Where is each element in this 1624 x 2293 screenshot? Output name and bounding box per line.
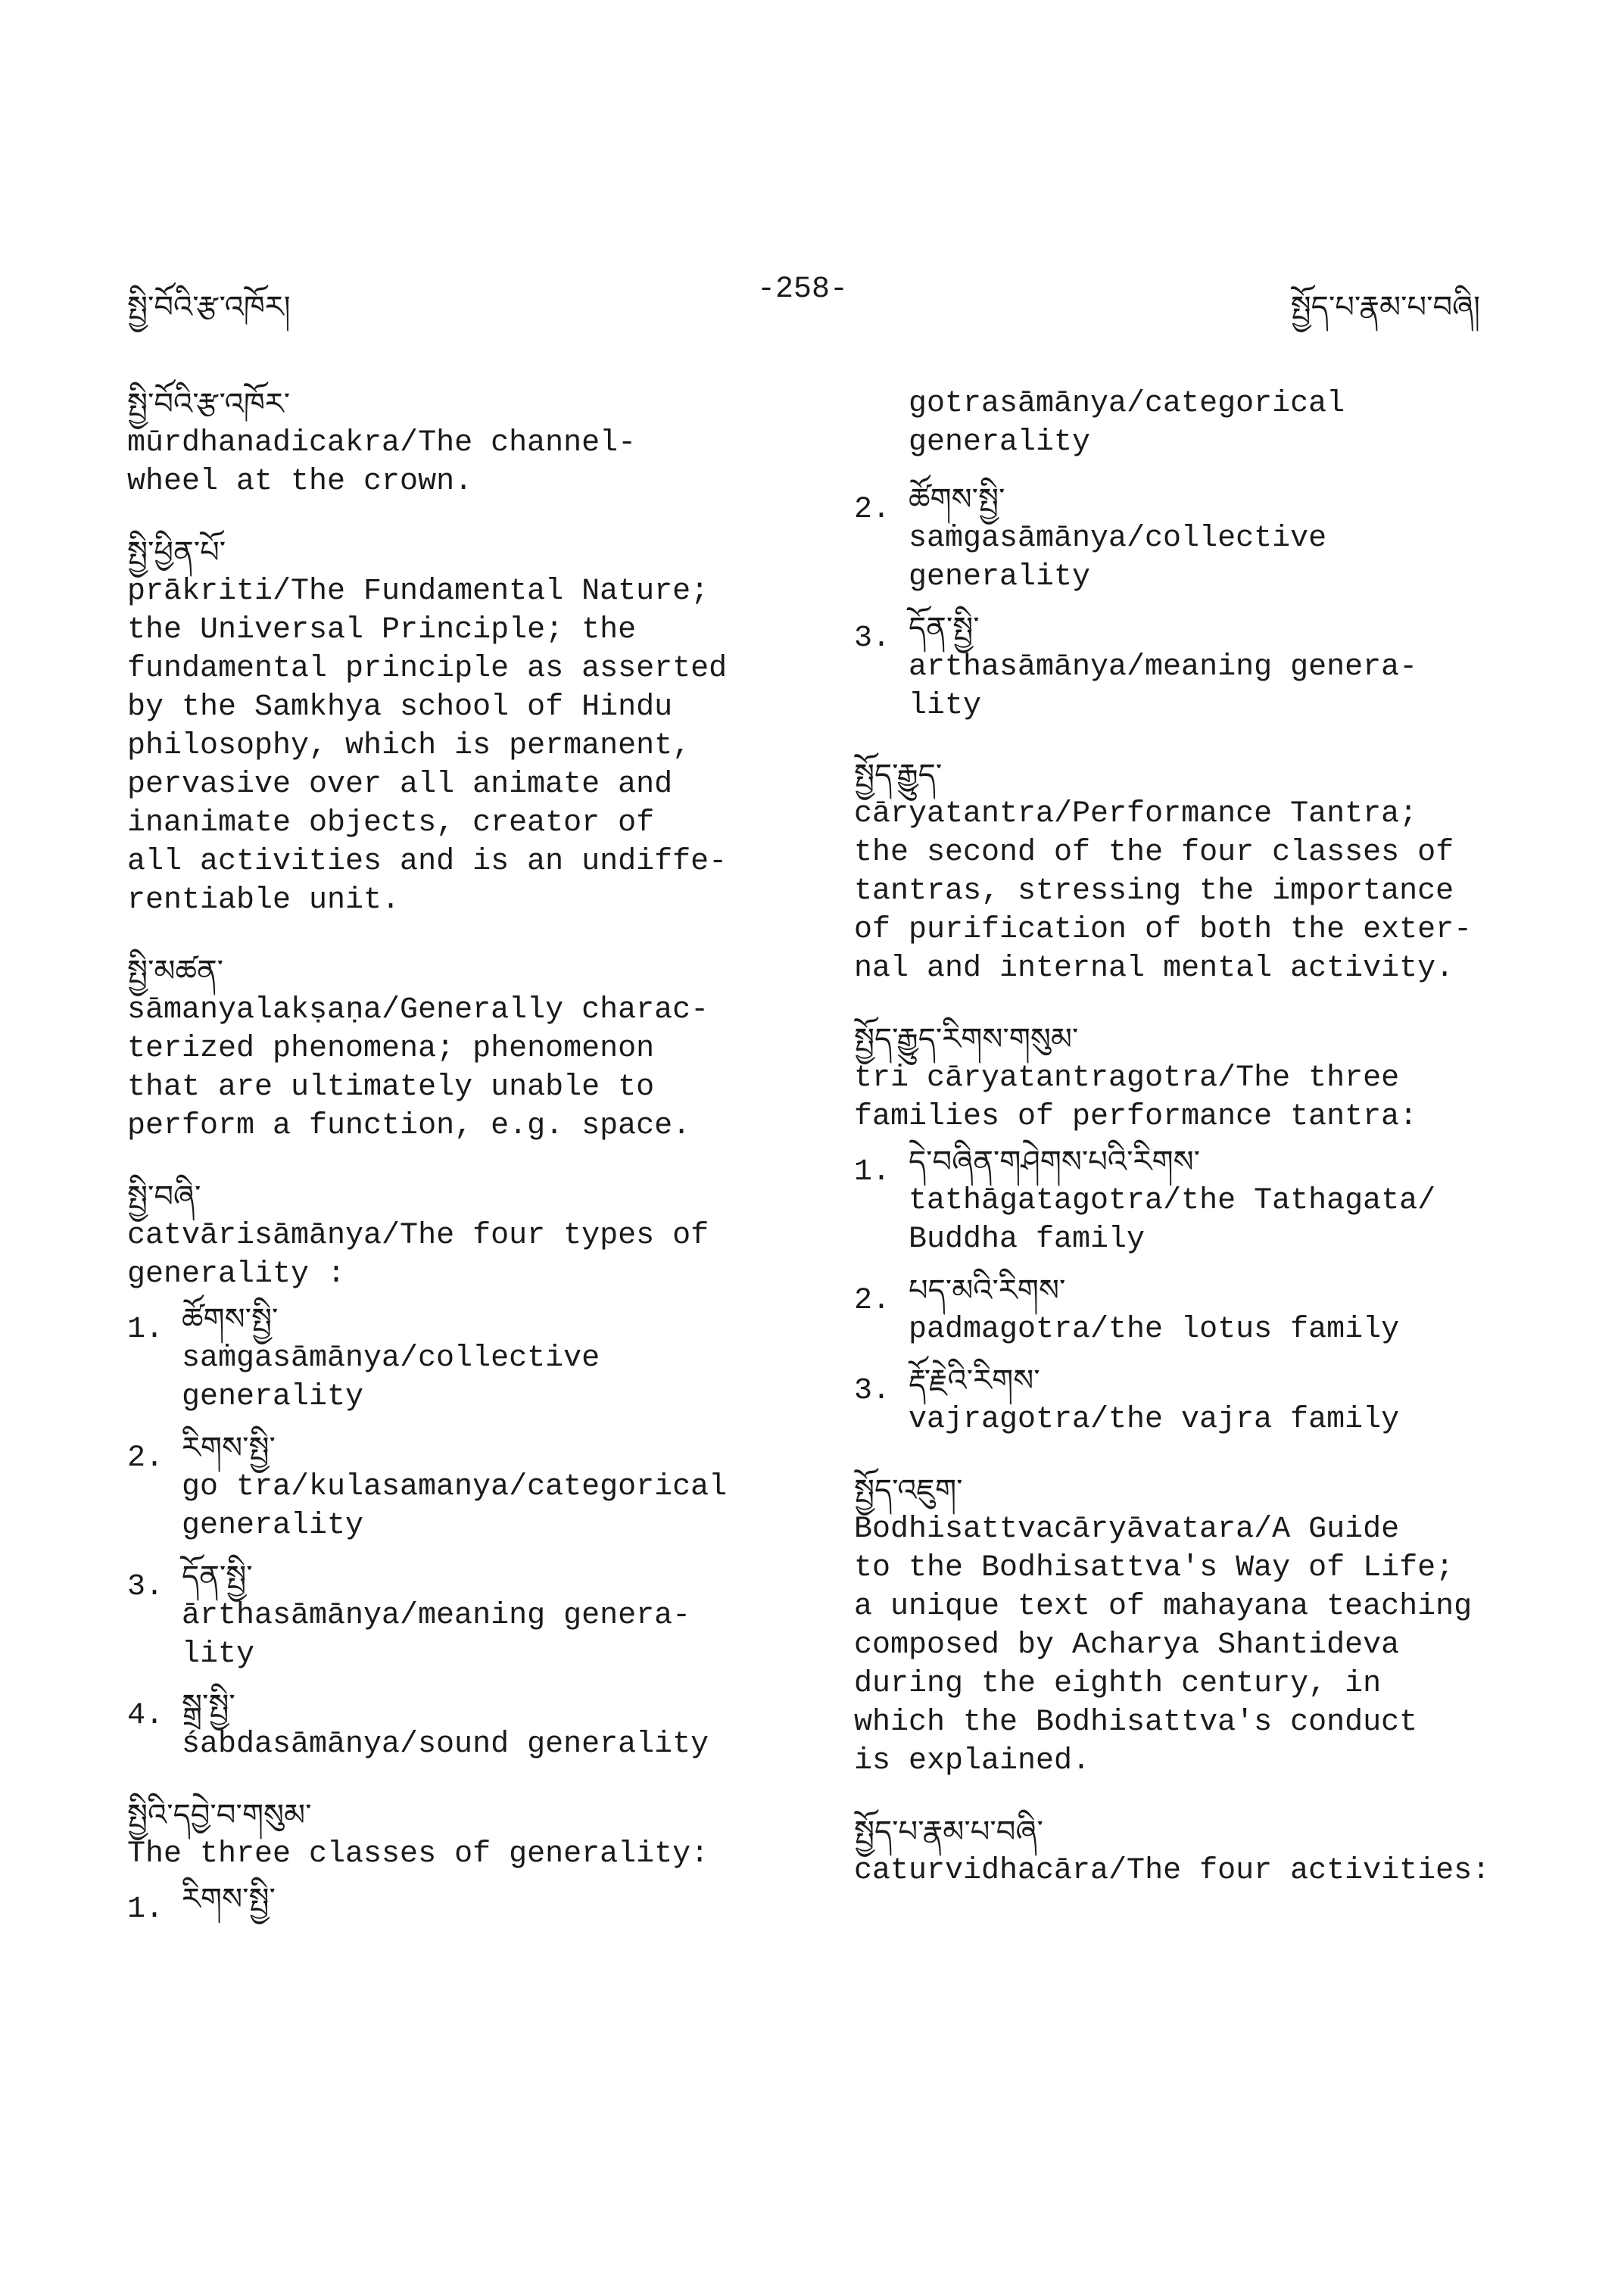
list-number: 1. — [127, 1313, 164, 1347]
definition-text: sāmanyalakṣaṇa/Generally charac- terized phenomena; phenomenon that are ultimately unable to perform a function, e.g. space. — [127, 993, 709, 1143]
list-item — [127, 1428, 793, 1545]
tibetan-term: དོན་སྤྱི་ — [182, 1559, 253, 1594]
term-translation: ārthasāmānya/meaning genera- lity — [182, 1599, 691, 1671]
page-number: -258- — [757, 273, 849, 307]
list-item-body — [909, 1361, 1520, 1439]
definition-text: cāryatantra/Performance Tantra; the second of the four classes of tantras, stressing the importance of purification of both the exter- nal and internal mental activity. — [854, 797, 1473, 986]
tibetan-headword: སྤྱོད་རྒྱུད་ — [854, 758, 943, 793]
term-translation: śabdasāmānya/sound generality — [182, 1728, 709, 1762]
list-number: 2. — [127, 1441, 164, 1475]
definition-text: Bodhisattvacāryāvatara/A Guide to the Bodhisattva's Way of Life; a unique text of mahayana teaching composed by Acharya Shantideva during the eighth century, in which the Bodhisattva's conduct is explained. — [854, 1513, 1473, 1778]
list-item — [127, 1880, 793, 1929]
running-header-right: སྤྱོད་པ་རྣམ་པ་བཞི། — [1290, 290, 1480, 325]
numbered-list — [854, 1142, 1520, 1439]
definition-text: The three classes of generality: — [127, 1837, 709, 1871]
tibetan-headword: སྤྱི་བཞི་ — [127, 1179, 201, 1214]
tibetan-headword: སྤྱི་མཚན་ — [127, 954, 224, 989]
list-item — [127, 1557, 793, 1674]
tibetan-headword: སྤྱི་ཕྱིན་པོ་ — [127, 535, 226, 570]
list-item-body — [182, 1880, 793, 1929]
list-number: 3. — [854, 1374, 891, 1408]
tibetan-term: པད་མའི་རིགས་ — [909, 1273, 1066, 1308]
glossary-entry — [854, 1020, 1520, 1439]
term-translation: arthasāmānya/meaning genera- lity — [909, 650, 1418, 723]
list-item — [854, 609, 1520, 725]
term-translation: padmagotra/the lotus family — [909, 1313, 1400, 1347]
definition-text: caturvidhacāra/The four activities: — [854, 1854, 1491, 1888]
glossary-entry — [127, 533, 793, 920]
list-item-body — [182, 1557, 793, 1674]
list-item — [127, 1686, 793, 1764]
glossary-entry — [854, 1471, 1520, 1781]
term-translation: go tra/kulasamanya/categorical generality — [182, 1470, 728, 1543]
definition-text: tri cāryatantragotra/The three families of performance tantra: — [854, 1061, 1418, 1134]
numbered-list — [854, 480, 1520, 725]
tibetan-term: ཚོགས་སྤྱི་ — [182, 1302, 279, 1337]
numbered-list — [127, 1880, 793, 1929]
term-translation: vajragotra/the vajra family — [909, 1403, 1400, 1437]
definition-text: catvārisāmānya/The four types of generality : — [127, 1219, 709, 1291]
tibetan-term: སྒྲ་སྤྱི་ — [182, 1688, 235, 1723]
glossary-entry — [127, 1177, 793, 1764]
tibetan-term: རིགས་སྤྱི་ — [182, 1431, 276, 1466]
definition-text: mūrdhanadicakra/The channel- wheel at the crown. — [127, 426, 637, 499]
list-item-body — [909, 1142, 1520, 1259]
list-number: 4. — [127, 1699, 164, 1733]
definition-text: prākriti/The Fundamental Nature; the Universal Principle; the fundamental principle as asserted by the Samkhya school of Hindu philosophy, which is permanent, pervasive over all animate and inanimate objects, creator of all activities and is an undiffe- rentiable unit. — [127, 575, 728, 918]
list-item — [854, 1271, 1520, 1349]
tibetan-term: ཚོགས་སྤྱི་ — [909, 482, 1005, 517]
continued-definition: gotrasāmānya/categorical generality — [909, 387, 1345, 460]
list-item-body — [909, 480, 1520, 597]
list-number: 2. — [854, 493, 891, 527]
list-number: 3. — [854, 622, 891, 656]
left-column — [127, 385, 793, 1961]
tibetan-headword: སྤྱིའི་དབྱེ་བ་གསུམ་ — [127, 1798, 312, 1833]
tibetan-headword: སྤྱོད་པ་རྣམ་པ་བཞི་ — [854, 1815, 1043, 1849]
numbered-list — [127, 1300, 793, 1764]
entry-continuation — [854, 385, 1520, 725]
tibetan-headword: སྤྱོད་རྒྱུད་རིགས་གསུམ་ — [854, 1022, 1079, 1057]
term-translation: saṁgasāmānya/collective generality — [182, 1341, 600, 1414]
list-number: 3. — [127, 1570, 164, 1604]
list-item-body — [909, 609, 1520, 725]
list-item — [854, 1361, 1520, 1439]
list-number: 2. — [854, 1284, 891, 1318]
glossary-entry — [854, 1812, 1520, 1890]
list-number: 1. — [127, 1893, 164, 1927]
list-item-body — [909, 1271, 1520, 1349]
running-header-left: སྤྱི་བོའི་རྩ་འཁོར། — [127, 290, 291, 325]
term-translation: saṁgasāmānya/collective generality — [909, 522, 1327, 594]
list-item-body — [182, 1686, 793, 1764]
glossary-entry — [854, 756, 1520, 988]
tibetan-headword: སྤྱི་བོའི་རྩ་འཁོར་ — [127, 387, 291, 422]
glossary-entry — [127, 952, 793, 1145]
list-item — [854, 480, 1520, 597]
right-column — [854, 385, 1520, 1922]
tibetan-term: དོན་སྤྱི་ — [909, 611, 980, 646]
glossary-entry — [127, 1796, 793, 1929]
tibetan-term: དེ་བཞིན་གཤེགས་པའི་རིགས་ — [909, 1145, 1200, 1179]
glossary-entry — [127, 385, 793, 501]
tibetan-term: རིགས་སྤྱི་ — [182, 1882, 276, 1917]
list-item-body — [182, 1428, 793, 1545]
list-item-body — [182, 1300, 793, 1416]
list-number: 1. — [854, 1155, 891, 1189]
tibetan-term: རྡོ་རྗེའི་རིགས་ — [909, 1363, 1040, 1398]
term-translation: tathāgatagotra/the Tathagata/ Buddha family — [909, 1184, 1436, 1257]
tibetan-headword: སྤྱོད་འཇུག་ — [854, 1473, 963, 1508]
list-item — [854, 1142, 1520, 1259]
list-item — [127, 1300, 793, 1416]
